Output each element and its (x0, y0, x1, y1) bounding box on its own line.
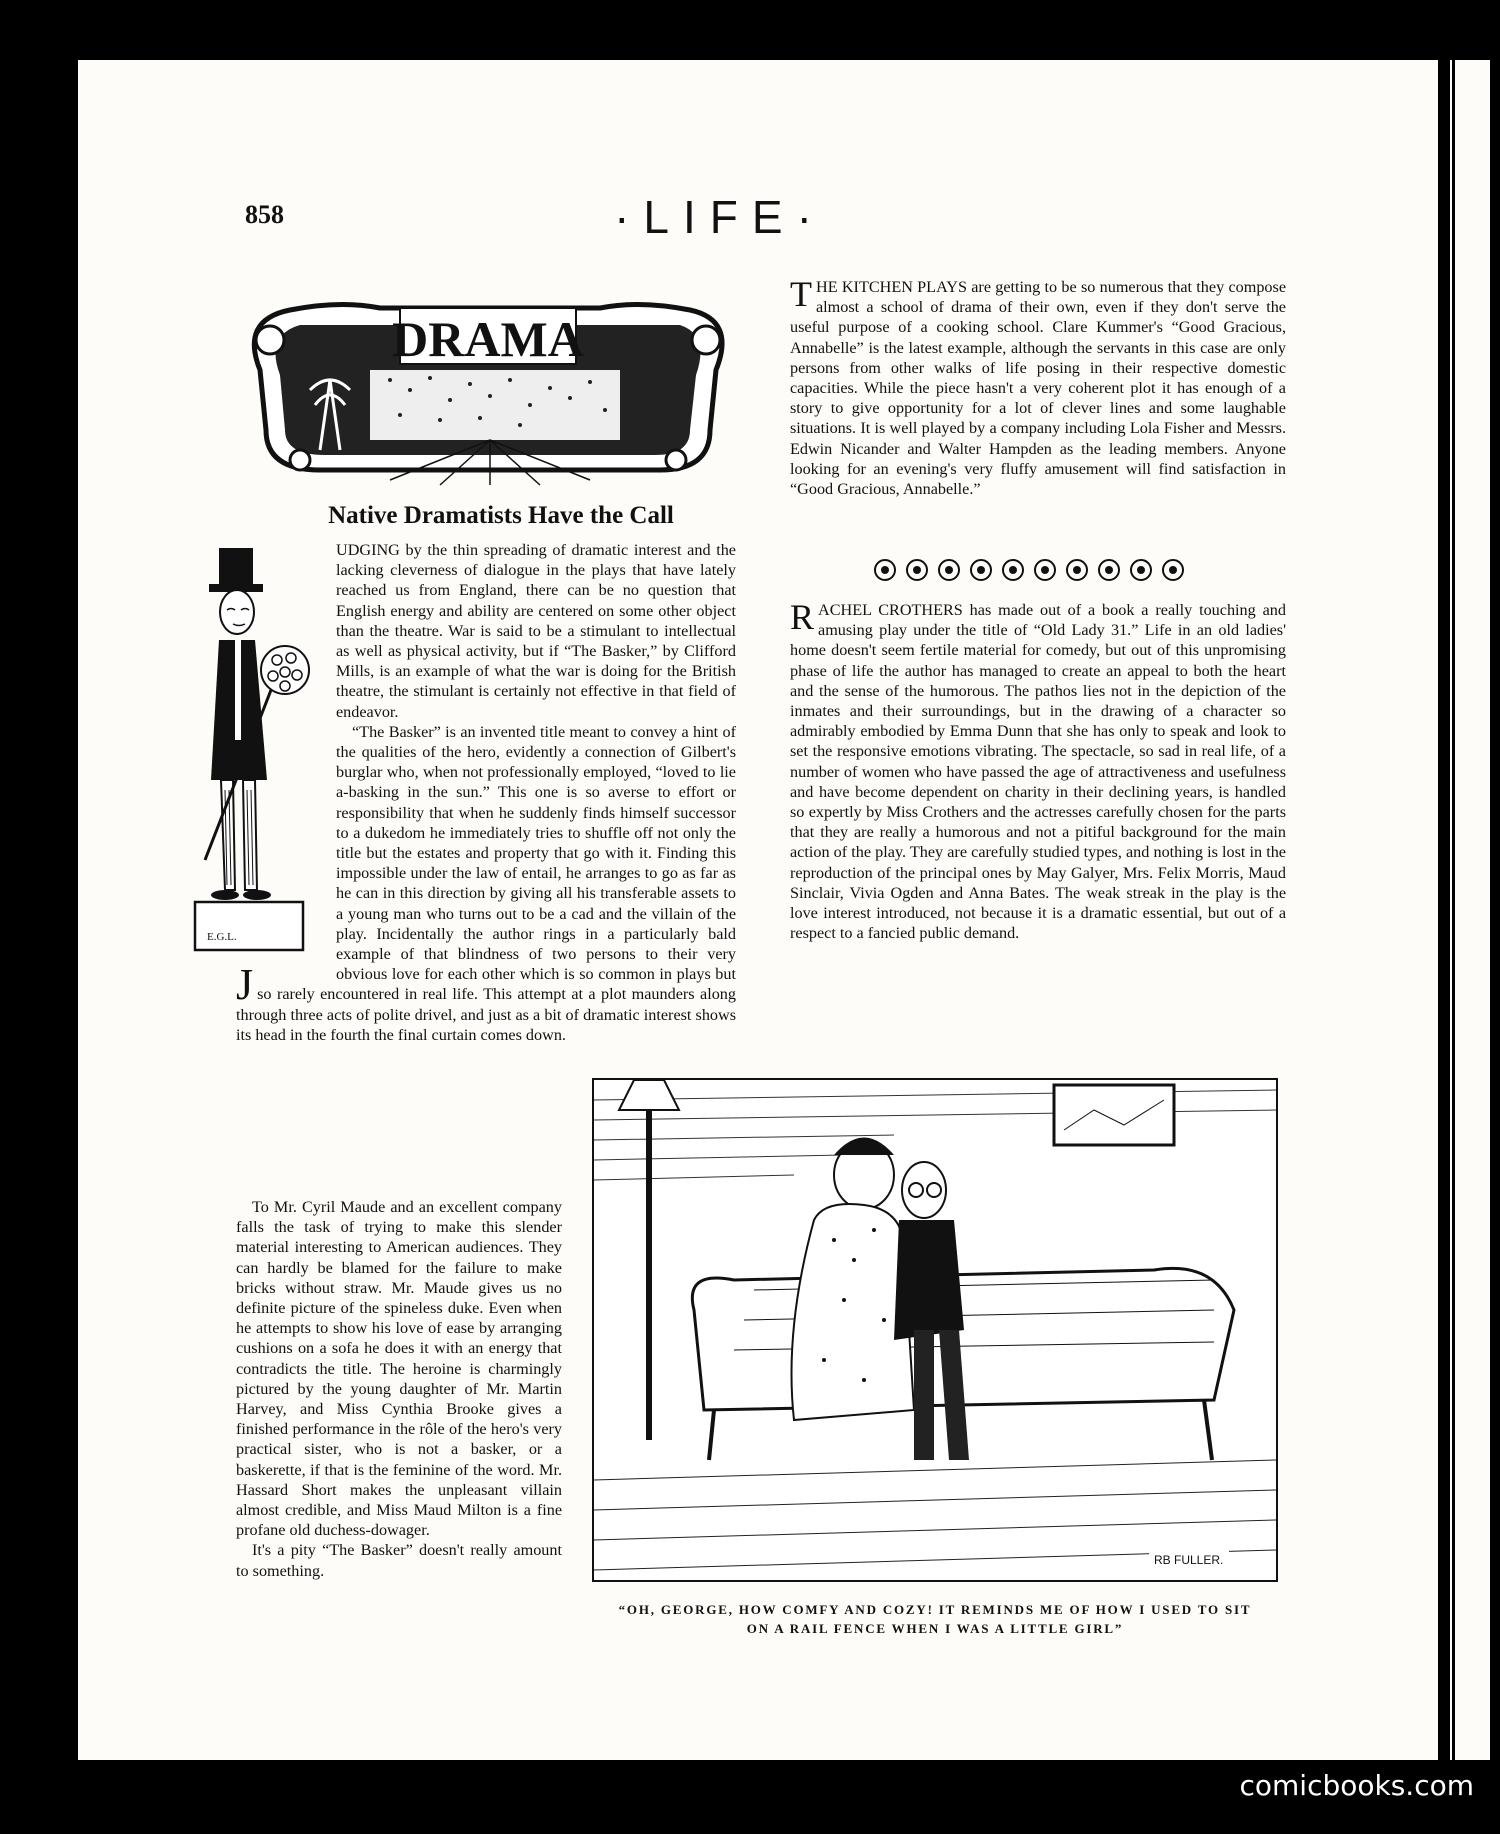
drop-cap: R (790, 597, 815, 637)
drop-cap: T (790, 274, 812, 314)
drop-cap: J (236, 960, 254, 1009)
watermark: comicbooks.com (1239, 1769, 1474, 1802)
kitchen-plays-review (790, 274, 1286, 499)
drama-banner-title: DRAMA (392, 311, 584, 367)
sofa-cartoon-illustration (592, 1078, 1278, 1582)
ornament-divider (870, 555, 1200, 585)
masthead: ·LIFE· (614, 191, 826, 243)
page-number: 858 (245, 200, 284, 229)
illustration-signature: E.G.L. (207, 931, 237, 943)
drama-banner-illustration (240, 280, 736, 490)
cartoon-caption (600, 1600, 1270, 1638)
paragraph: RACHEL CROTHERS has made out of a book a really touching and amusing play under the title of “Old Lady 31.” Life in an old ladies' home doesn't seem fertile material for comedy, but out of this unpromising phase of life the author has managed to create an appeal to both the heart and the sense of the humorous. The pathos lies not in the depiction of the inmates and their surroundings, but in the drawing of a character so admirably embodied by Emma Dunn that she has only to speak and look to set the responsive emotions vibrating. The spectacle, so sad in real life, of a number of women who have passed the age of attractiveness and usefulness and have become dependent on charity in their declining years, is handled so expertly by Miss Crothers and the actresses carefully chosen for the parts that they are really a humorous and not a pitiful background for the main action of the play. They are carefully studied types, and nothing is lost in the reproduction of the principal ones by May Galyer, Mrs. Felix Morris, Maud Sinclair, Vivia Ogden and Anna Bates. The weak streak in the play is the love interest introduced, not because it is a dramatic essential, but out of a respect to a fancied public demand. (790, 597, 1286, 943)
paragraph: To Mr. Cyril Maude and an excellent company falls the task of trying to make this slender material interesting to American audiences. They can hardly be blamed for the failure to make bricks without straw. Mr. Maude gives us no definite picture of the spineless duke. Even when he attempts to show his love of ease by arranging cushions on a sofa he does it with an energy that contradicts the title. The heroine is charmingly pictured by the young daughter of Mr. Martin Harvey, and Miss Cynthia Brooke gives a finished performance in the rôle of the hero's very practical sister, who is not a basker, or a baskerette, if that is the feminine of the word. Mr. Hassard Short makes the unpleasant villain almost credible, and Miss Maud Milton is a fine profane old duchess-dowager. (236, 1198, 562, 1540)
caption-line: “OH, GEORGE, HOW COMFY AND COZY! IT REMINDS ME OF HOW I USED TO SIT (618, 1602, 1252, 1617)
figure-wrap-space (236, 540, 336, 965)
facing-page-edge (1450, 60, 1490, 1760)
native-dramatists-headline: Native Dramatists Have the Call (328, 502, 674, 529)
left-article-lower-body (236, 1197, 562, 1581)
paragraph: It's a pity “The Basker” doesn't really amount to something. (236, 1541, 562, 1580)
paragraph: THE KITCHEN PLAYS are getting to be so numerous that they compose almost a school of drama of their own, even if they don't serve the useful purpose of a cooking school. Clare Kummer's “Good Gracious, Annabelle” is the latest example, although the servants in this case are only persons from other walks of life posing in their respective domestic capacities. While the piece hasn't a very coherent plot it has enough of a story to give opportunity for a lot of clever lines and some laughable situations. It is well played by a company including Lola Fisher and Messrs. Edwin Nicander and Walter Hampden as the leading members. Anyone looking for an evening's very fluffy amusement will find satisfaction in “Good Gracious, Annabelle.” (790, 274, 1286, 499)
paragraph: J UDGING by the thin spreading of dramatic interest and the lacking cleverness of dialogue in the plays that have lately reached us from England, there can be no question that English energy and ability are centered on some other object than the theatre. War is said to be a stimulant to intellectual as well as physical activity, but if “The Basker,” by Clifford Mills, is an example of what the war is doing for the British theatre, the stimulant is certainly not effective in that field of endeavor. (236, 541, 736, 1009)
gutter-line (1452, 60, 1455, 1760)
cartoon-signature: RB FULLER. (1154, 1553, 1224, 1567)
caption-line: ON A RAIL FENCE WHEN I WAS A LITTLE GIRL” (746, 1621, 1124, 1636)
paragraph: “The Basker” is an invented title meant to convey a hint of the qualities of the hero, evidently a connection of Gilbert's burglar who, when not professionally employed, “loved to lie a-basking in the sun.” This one is so averse to effort or responsibility that when he suddenly finds himself successor to a dukedom he immediately tries to shuffle off not only the title but the estates and property that go with it. Finding this impossible under the law of entail, he arranges to go as far as he can in this direction by giving all his transferable assets to a young man who turns out to be a cad and the villain of the play. Incidentally the author rings in a particularly bald example of that blindness of two persons to their very obvious love for each other which is so common in plays but so rarely encountered in real life. This attempt at a plot maunders along through three acts of polite drivel, and just as a bit of dramatic interest shows its head in the fourth the final curtain comes down. (236, 722, 736, 1044)
old-lady-31-review (790, 597, 1286, 943)
